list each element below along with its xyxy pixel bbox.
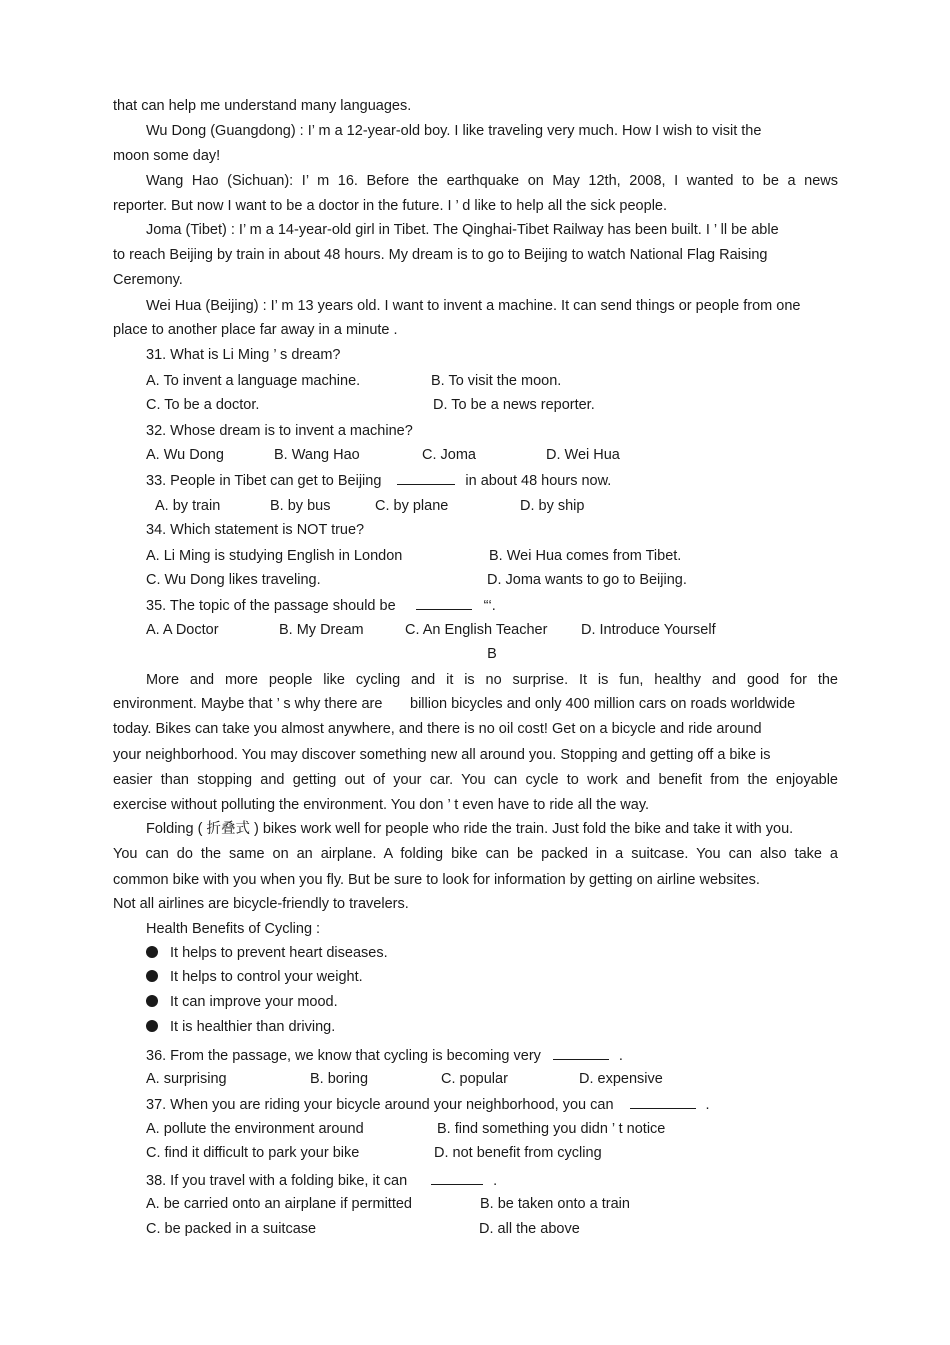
passage-line: Ceremony. bbox=[113, 272, 183, 288]
passage-line: today. Bikes can take you almost anywhere, and there is no oil cost! Get on a bicycle and ride around bbox=[113, 721, 762, 737]
bullet-icon bbox=[146, 1020, 158, 1032]
passage-line: Wu Dong (Guangdong) : I’ m a 12-year-old boy. I like traveling very much. How I wish to visit the bbox=[146, 123, 762, 139]
option-c[interactable]: C. To be a doctor. bbox=[146, 397, 260, 413]
question-text: 37. When you are riding your bicycle around your neighborhood, you can bbox=[146, 1097, 614, 1113]
option-d[interactable]: D. all the above bbox=[479, 1221, 580, 1237]
passage-line: moon some day! bbox=[113, 148, 221, 164]
question-32: 32. Whose dream is to invent a machine? bbox=[146, 423, 413, 439]
answer-blank[interactable] bbox=[553, 1045, 609, 1060]
option-a[interactable]: A. Li Ming is studying English in London bbox=[146, 548, 403, 564]
option-a[interactable]: A. by train bbox=[155, 498, 221, 514]
option-c[interactable]: C. by plane bbox=[375, 498, 449, 514]
passage-line: reporter. But now I want to be a doctor in the future. I ’ d like to help all the sick people. bbox=[113, 198, 668, 214]
benefit-text: It is healthier than driving. bbox=[170, 1019, 336, 1035]
question-text: 33. People in Tibet can get to Beijing bbox=[146, 473, 382, 489]
option-d[interactable]: D. not benefit from cycling bbox=[434, 1145, 602, 1161]
option-b[interactable]: B. be taken onto a train bbox=[480, 1196, 630, 1212]
question-text: . bbox=[705, 1097, 710, 1113]
answer-blank[interactable] bbox=[397, 470, 455, 485]
question-31: 31. What is Li Ming ’ s dream? bbox=[146, 347, 341, 363]
option-a[interactable]: A. be carried onto an airplane if permitted bbox=[146, 1196, 412, 1212]
option-d[interactable]: D. To be a news reporter. bbox=[433, 397, 595, 413]
passage-line: Wang Hao (Sichuan): I’ m 16. Before the earthquake on May 12th, 2008, I wanted to be a news bbox=[146, 173, 838, 189]
question-36 bbox=[146, 1045, 623, 1066]
passage-line: your neighborhood. You may discover something new all around you. Stopping and getting off a bike is bbox=[113, 747, 771, 763]
passage-line: common bike with you when you fly. But be sure to look for information by getting on airline websites. bbox=[113, 872, 760, 888]
passage-line: Folding ( 折叠式 ) bikes work well for people who ride the train. Just fold the bike and take it with you. bbox=[146, 821, 794, 837]
section-heading: B bbox=[487, 646, 497, 662]
option-c[interactable]: C. Joma bbox=[422, 447, 476, 463]
benefit-text: It helps to control your weight. bbox=[170, 969, 363, 985]
passage-text: environment. Maybe that ’ s why there are bbox=[113, 696, 383, 712]
passage-line: easier than stopping and getting out of your car. You can cycle to work and benefit from the enjoyable bbox=[113, 772, 838, 788]
benefit-text: It helps to prevent heart diseases. bbox=[170, 945, 388, 961]
question-33 bbox=[146, 470, 611, 491]
answer-blank[interactable] bbox=[416, 595, 472, 610]
answer-blank[interactable] bbox=[630, 1094, 696, 1109]
question-text: 36. From the passage, we know that cycling is becoming very bbox=[146, 1048, 541, 1064]
benefit-item bbox=[146, 992, 338, 1012]
option-d[interactable]: D. by ship bbox=[520, 498, 585, 514]
question-text: 35. The topic of the passage should be bbox=[146, 598, 396, 614]
option-b[interactable]: B. My Dream bbox=[279, 622, 364, 638]
option-d[interactable]: D. Introduce Yourself bbox=[581, 622, 716, 638]
option-a[interactable]: A. surprising bbox=[146, 1071, 227, 1087]
option-c[interactable]: C. popular bbox=[441, 1071, 508, 1087]
option-b[interactable]: B. To visit the moon. bbox=[431, 373, 562, 389]
option-d[interactable]: D. expensive bbox=[579, 1071, 663, 1087]
benefit-item bbox=[146, 943, 388, 963]
benefit-item bbox=[146, 967, 363, 987]
question-text: in about 48 hours now. bbox=[465, 473, 612, 489]
bullet-icon bbox=[146, 970, 158, 982]
question-34: 34. Which statement is NOT true? bbox=[146, 522, 365, 538]
bullet-icon bbox=[146, 995, 158, 1007]
option-c[interactable]: C. be packed in a suitcase bbox=[146, 1221, 317, 1237]
passage-line: place to another place far away in a minute . bbox=[113, 322, 398, 338]
benefit-text: It can improve your mood. bbox=[170, 994, 338, 1010]
passage-text: billion bicycles and only 400 million cars on roads worldwide bbox=[410, 696, 796, 712]
question-38 bbox=[146, 1170, 497, 1191]
option-a[interactable]: A. Wu Dong bbox=[146, 447, 224, 463]
question-37 bbox=[146, 1094, 710, 1115]
option-b[interactable]: B. Wang Hao bbox=[274, 447, 360, 463]
benefits-title: Health Benefits of Cycling : bbox=[146, 921, 321, 937]
question-text: . bbox=[493, 1173, 498, 1189]
benefit-item bbox=[146, 1017, 335, 1037]
answer-blank[interactable] bbox=[431, 1170, 483, 1185]
option-b[interactable]: B. find something you didn ’ t notice bbox=[437, 1121, 666, 1137]
passage-line: that can help me understand many languages. bbox=[113, 98, 412, 114]
question-35 bbox=[146, 595, 496, 616]
option-c[interactable]: C. Wu Dong likes traveling. bbox=[146, 572, 321, 588]
question-text: “‘. bbox=[483, 598, 496, 614]
question-text: . bbox=[618, 1048, 623, 1064]
option-b[interactable]: B. boring bbox=[310, 1071, 369, 1087]
option-c[interactable]: C. An English Teacher bbox=[405, 622, 548, 638]
option-a[interactable]: A. To invent a language machine. bbox=[146, 373, 361, 389]
option-b[interactable]: B. by bus bbox=[270, 498, 331, 514]
option-a[interactable]: A. A Doctor bbox=[146, 622, 219, 638]
option-c[interactable]: C. find it difficult to park your bike bbox=[146, 1145, 360, 1161]
option-a[interactable]: A. pollute the environment around bbox=[146, 1121, 364, 1137]
passage-line: Wei Hua (Beijing) : I’ m 13 years old. I want to invent a machine. It can send things or people from one bbox=[146, 298, 801, 314]
option-d[interactable]: D. Wei Hua bbox=[546, 447, 620, 463]
passage-line: Not all airlines are bicycle-friendly to travelers. bbox=[113, 896, 409, 912]
passage-line: You can do the same on an airplane. A folding bike can be packed in a suitcase. You can also take a bbox=[113, 846, 838, 862]
question-text: 38. If you travel with a folding bike, it can bbox=[146, 1173, 408, 1189]
bullet-icon bbox=[146, 946, 158, 958]
passage-line: exercise without polluting the environment. You don ’ t even have to ride all the way. bbox=[113, 797, 650, 813]
option-b[interactable]: B. Wei Hua comes from Tibet. bbox=[489, 548, 682, 564]
option-d[interactable]: D. Joma wants to go to Beijing. bbox=[487, 572, 687, 588]
passage-line: Joma (Tibet) : I’ m a 14-year-old girl in Tibet. The Qinghai-Tibet Railway has been built. I ’ ll be able bbox=[146, 222, 779, 238]
passage-line: to reach Beijing by train in about 48 hours. My dream is to go to Beijing to watch National Flag Raising bbox=[113, 247, 768, 263]
passage-line: More and more people like cycling and it is no surprise. It is fun, healthy and good for the bbox=[146, 672, 838, 688]
